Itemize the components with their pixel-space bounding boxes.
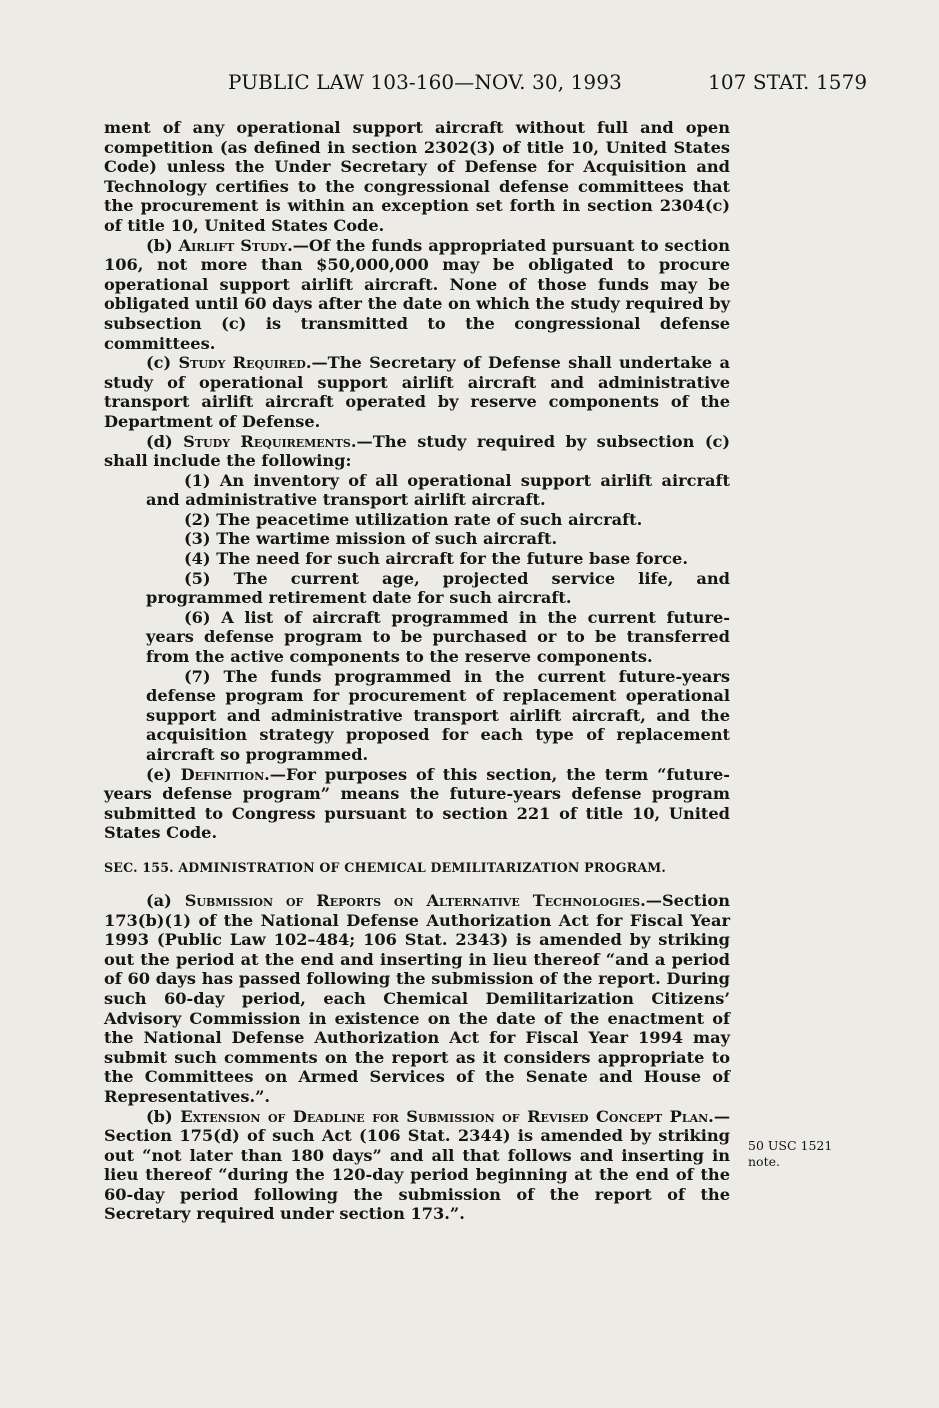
paragraph-sec-b <box>104 1107 730 1225</box>
paragraph-d-heading: Study Requirements. <box>183 431 357 451</box>
paragraph-b-label: (b) <box>146 235 179 255</box>
paragraph-e-heading: Definition. <box>180 764 270 784</box>
paragraph-e-label: (e) <box>146 764 181 784</box>
paragraph-sec-a-label: (a) <box>146 890 185 910</box>
paragraph-d-label: (d) <box>146 431 184 451</box>
paragraph-sec-a-heading: Submission of Reports on Alternative Technologies. <box>184 890 646 910</box>
paragraph-c <box>104 353 730 431</box>
paragraph-sec-b-label: (b) <box>146 1106 181 1126</box>
list-item: (1) An inventory of all operational support airlift aircraft and administrative transport airlift aircraft. <box>146 470 730 510</box>
paragraph-sec-b-text: —Section 175(d) of such Act (106 Stat. 2344) is amended by striking out “not later than 180 days” and all that follows and inserting in lieu thereof “during the 120-day period beginning at the end of the 60-day period following the submission of the report of the Secretary required under section 173.”. <box>104 1106 730 1224</box>
list-item: (4) The need for such aircraft for the future base force. <box>184 549 688 569</box>
margin-note: 50 USC 1521 note. <box>748 1138 833 1169</box>
paragraph-b-heading: Airlift Study. <box>178 235 293 255</box>
paragraph-e <box>104 765 730 843</box>
paragraph-sec-a <box>104 891 730 1107</box>
list-item: (7) The funds programmed in the current future-years defense program for procurement of replacement operational support and administrative transport airlift aircraft, and the acquisition strategy proposed for each type of replacement aircraft so programmed. <box>146 666 730 764</box>
list-item: (5) The current age, projected service life, and programmed retirement date for such aircraft. <box>146 568 730 608</box>
paragraph-intro: ment of any operational support aircraft without full and open competition (as defined in section 2302(3) of title 10, United States Code) unless the Under Secretary of Defense for Acquisition and Technology certifies to the congressional defense committees that the procurement is within an exception set forth in section 2304(c) of title 10, United States Code. <box>104 118 730 235</box>
paragraph-e-text: —For purposes of this section, the term “future-years defense program” means the future-years defense program submitted to Congress pursuant to section 221 of title 10, United States Code. <box>104 764 730 843</box>
body-text <box>104 118 730 1224</box>
paragraph-b-text: —Of the funds appropriated pursuant to section 106, not more than $50,000,000 may be obligated to procure operational support airlift aircraft. None of those funds may be obligated until 60 days after the date on which the study required by subsection (c) is transmitted to the congressional defense committees. <box>104 235 730 353</box>
section-heading: SEC. 155. ADMINISTRATION OF CHEMICAL DEMILITARIZATION PROGRAM. <box>104 859 667 875</box>
paragraph-c-heading: Study Required. <box>178 353 312 373</box>
paragraph-d <box>104 432 730 471</box>
list-item: (6) A list of aircraft programmed in the current future-years defense program to be purchased or to be transferred from the active components to the reserve components. <box>146 607 730 667</box>
list-item: (2) The peacetime utilization rate of such aircraft. <box>184 509 643 529</box>
paragraph-sec-a-text: —Section 173(b)(1) of the National Defense Authorization Act for Fiscal Year 1993 (Public Law 102–484; 106 Stat. 2343) is amended by striking out the period at the end and inserting in lieu thereof “and a period of 60 days has passed following the submission of the report. During such 60-day period, each Chemical Demilitarization Citizens’ Advisory Commission in existence on the date of the enactment of the National Defense Authorization Act for Fiscal Year 1994 may submit such comments on the report as it considers appropriate to the Committees on Armed Services of the Senate and House of Representatives.”. <box>104 890 730 1106</box>
running-header-stat: 107 STAT. 1579 <box>708 70 868 94</box>
paragraph-sec-b-heading: Extension of Deadline for Submission of Revised Concept Plan. <box>180 1106 714 1126</box>
paragraph-d-text: —The study required by subsection (c) shall include the following: <box>104 431 730 471</box>
paragraph-b <box>104 236 730 354</box>
paragraph-c-label: (c) <box>146 353 179 373</box>
list-item: (3) The wartime mission of such aircraft. <box>184 529 558 549</box>
running-header-title: PUBLIC LAW 103-160—NOV. 30, 1993 <box>228 70 622 94</box>
paragraph-c-text: —The Secretary of Defense shall undertake a study of operational support airlift aircraft and administrative transport airlift aircraft operated by reserve components of the Department of Defense. <box>104 353 730 431</box>
